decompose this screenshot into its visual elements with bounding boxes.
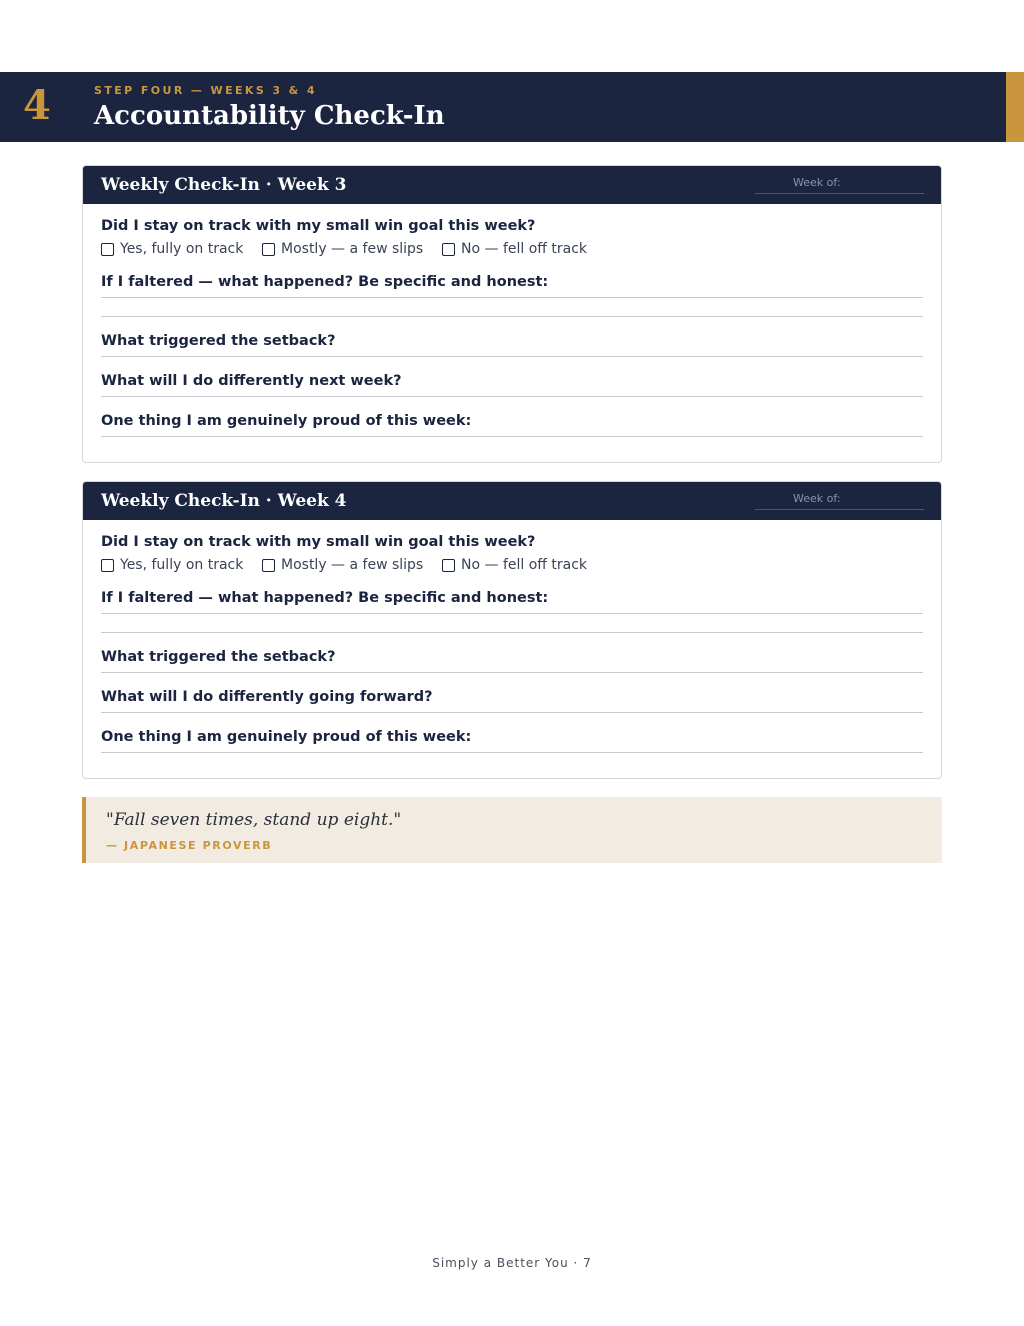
week-of-field[interactable] [755,176,924,194]
option-label: Mostly — a few slips [281,241,424,257]
goal-question: Did I stay on track with my small win goal this week? [101,534,536,550]
card-header [83,166,941,204]
answer-line[interactable] [101,436,923,437]
option-yes[interactable] [101,556,243,574]
falter-question: If I faltered — what happened? Be specific and honest: [101,274,549,290]
quote-source: — JAPANESE PROVERB [106,839,273,852]
step-kicker: STEP FOUR — WEEKS 3 & 4 [94,84,317,97]
step-number: 4 [23,82,51,129]
answer-line[interactable] [101,712,923,713]
option-mostly[interactable] [262,240,423,258]
trigger-question: What triggered the setback? [101,333,336,349]
card-body [83,520,941,778]
differently-question: What will I do differently going forward? [101,689,433,705]
option-yes[interactable] [101,240,243,258]
option-no[interactable] [442,556,587,574]
week-of-label: Week of: [793,176,841,189]
answer-line[interactable] [101,752,923,753]
answer-line[interactable] [101,316,923,317]
answer-line[interactable] [101,396,923,397]
checkbox[interactable] [101,559,114,572]
answer-line[interactable] [101,297,923,298]
answer-line[interactable] [101,672,923,673]
checkbox[interactable] [442,559,455,572]
differently-question: What will I do differently next week? [101,373,402,389]
checkin-card-week-3 [82,165,942,463]
goal-question: Did I stay on track with my small win goal this week? [101,218,536,234]
answer-line[interactable] [101,356,923,357]
checkbox[interactable] [262,243,275,256]
option-label: Mostly — a few slips [281,557,424,573]
quote-block [82,797,942,863]
week-of-label: Week of: [793,492,841,505]
step-header-accent [1006,72,1024,142]
option-mostly[interactable] [262,556,423,574]
proud-question: One thing I am genuinely proud of this week: [101,729,472,745]
quote-text: "Fall seven times, stand up eight." [106,810,402,830]
falter-question: If I faltered — what happened? Be specific and honest: [101,590,549,606]
trigger-question: What triggered the setback? [101,649,336,665]
checkbox[interactable] [101,243,114,256]
answer-line[interactable] [101,613,923,614]
week-of-field[interactable] [755,492,924,510]
checkbox[interactable] [442,243,455,256]
answer-line[interactable] [101,632,923,633]
checkbox[interactable] [262,559,275,572]
checkin-card-week-4 [82,481,942,779]
option-label: No — fell off track [461,241,587,257]
option-no[interactable] [442,240,587,258]
option-label: No — fell off track [461,557,587,573]
option-label: Yes, fully on track [120,557,244,573]
card-title: Weekly Check-In · Week 4 [101,491,347,511]
card-title: Weekly Check-In · Week 3 [101,175,347,195]
page-footer: Simply a Better You · 7 [432,1256,592,1270]
card-body [83,204,941,462]
card-header [83,482,941,520]
page-title: Accountability Check-In [94,101,445,131]
proud-question: One thing I am genuinely proud of this week: [101,413,472,429]
option-label: Yes, fully on track [120,241,244,257]
